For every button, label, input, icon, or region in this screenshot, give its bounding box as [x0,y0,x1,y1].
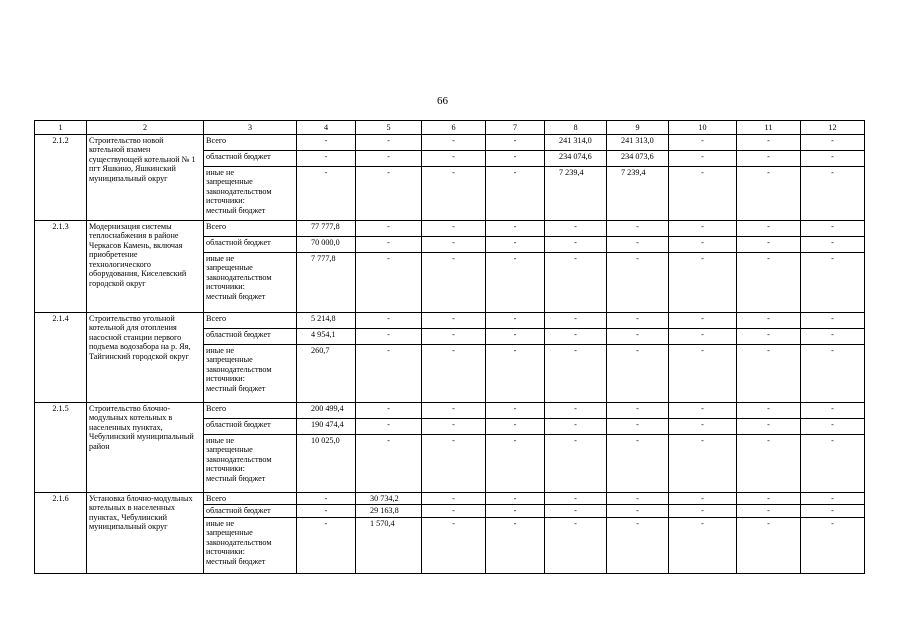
column-header: 7 [486,121,545,135]
funding-source-line: запрещенные [206,263,253,273]
value-cell: - [422,313,486,329]
value-cell: - [801,313,865,329]
funding-source-line: запрещенные [206,177,253,187]
funding-source-line: местный бюджет [206,383,266,393]
funding-source-line: запрещенные [206,445,253,455]
page-number: 66 [437,95,448,107]
value-cell: - [422,435,486,493]
row-code: 2.1.2 [35,135,87,221]
value-cell: - [801,167,865,221]
value-cell: - [669,345,737,403]
column-header: 9 [607,121,669,135]
value-cell: - [545,419,607,435]
value-cell: 4 954,1 [297,329,356,345]
value-cell: 190 474,4 [297,419,356,435]
value-cell: - [607,435,669,493]
funding-source-line: источники: [206,464,245,474]
value-cell: - [669,151,737,167]
value-cell: - [669,221,737,237]
value-cell: - [486,135,545,151]
funding-source-line: иные не [206,168,234,177]
funding-source-line: законодательством [206,186,272,196]
row-name: Модернизация системы теплоснабжения в районе Черкасов Камень, включая приобретение технологического оборудования, Киселевский городской округ [87,221,204,313]
value-cell: - [356,221,422,237]
funding-source-line: иные не [206,346,234,355]
funding-source [204,435,297,493]
value-cell: - [669,403,737,419]
value-cell: - [607,329,669,345]
value-cell: - [669,493,737,505]
value-cell: - [669,253,737,313]
value-cell: 7 777,8 [297,253,356,313]
value-cell: - [669,517,737,573]
value-cell: - [801,403,865,419]
value-cell: 29 163,8 [356,505,422,517]
value-cell: - [737,167,801,221]
funding-source-line: запрещенные [206,528,253,538]
funding-source: Всего [204,221,297,237]
value-cell: - [801,435,865,493]
value-cell: - [356,435,422,493]
value-cell: - [545,221,607,237]
funding-source-line: законодательством [206,537,272,547]
value-cell: 241 313,0 [607,135,669,151]
table-row [35,221,865,237]
value-cell: - [486,403,545,419]
funding-source-line: местный бюджет [206,291,266,301]
row-name: Строительство угольной котельной для отопления насосной станции первого подъема водозабора на р. Яя, Тайгинский городской округ [87,313,204,403]
funding-source-line: иные не [206,254,234,263]
value-cell: - [737,505,801,517]
value-cell: - [486,345,545,403]
value-cell: - [356,237,422,253]
row-name: Строительство новой котельной взамен существующей котельной № 1 пгт Яшкино, Яшкинский муниципальный округ [87,135,204,221]
value-cell: - [545,505,607,517]
value-cell: - [356,151,422,167]
value-cell: - [737,345,801,403]
value-cell: - [607,221,669,237]
value-cell: - [801,345,865,403]
funding-source-line: местный бюджет [206,473,266,483]
value-cell: - [422,419,486,435]
value-cell: - [545,435,607,493]
value-cell: - [669,135,737,151]
value-cell: - [422,345,486,403]
value-cell: 30 734,2 [356,493,422,505]
value-cell: - [801,135,865,151]
funding-source-line: местный бюджет [206,205,266,215]
value-cell: - [422,517,486,573]
value-cell: - [422,253,486,313]
value-cell: - [297,505,356,517]
value-cell: - [422,403,486,419]
value-cell: - [801,517,865,573]
row-name: Строительство блочно-модульных котельных в населенных пунктах, Чебулинский муниципальный район [87,403,204,493]
funding-source [204,253,297,313]
funding-source: областной бюджет [204,237,297,253]
funding-source: областной бюджет [204,151,297,167]
funding-source-line: источники: [206,196,245,206]
column-header: 3 [204,121,297,135]
value-cell: 260,7 [297,345,356,403]
value-cell: 234 073,6 [607,151,669,167]
value-cell: - [737,435,801,493]
value-cell: - [545,313,607,329]
row-name: Установка блочно-модульных котельных в населенных пунктах, Чебулинский муниципальный округ [87,493,204,574]
value-cell: - [607,517,669,573]
funding-source: Всего [204,493,297,505]
value-cell: - [545,517,607,573]
value-cell: - [545,345,607,403]
value-cell: 241 314,0 [545,135,607,151]
value-cell: 70 000,0 [297,237,356,253]
value-cell: 10 025,0 [297,435,356,493]
value-cell: - [422,329,486,345]
value-cell: - [422,151,486,167]
value-cell: - [545,403,607,419]
value-cell: - [801,237,865,253]
value-cell: - [669,419,737,435]
value-cell: - [486,493,545,505]
funding-source-line: запрещенные [206,355,253,365]
funding-source: областной бюджет [204,329,297,345]
value-cell: - [422,505,486,517]
column-header: 10 [669,121,737,135]
row-code: 2.1.3 [35,221,87,313]
value-cell: - [607,493,669,505]
table-row [35,135,865,151]
value-cell: - [737,253,801,313]
row-code: 2.1.5 [35,403,87,493]
column-header: 5 [356,121,422,135]
funding-source-line: местный бюджет [206,556,266,566]
funding-source-line: законодательством [206,364,272,374]
funding-source-line: источники: [206,282,245,292]
funding-source-line: источники: [206,547,245,557]
value-cell: 1 570,4 [356,517,422,573]
value-cell: - [356,419,422,435]
table-row [35,493,865,505]
value-cell: 5 214,8 [297,313,356,329]
value-cell: - [422,135,486,151]
value-cell: - [297,151,356,167]
value-cell: - [486,329,545,345]
value-cell: - [737,151,801,167]
value-cell: - [607,253,669,313]
table-row [35,313,865,329]
funding-source-line: законодательством [206,272,272,282]
column-header: 2 [87,121,204,135]
value-cell: - [297,493,356,505]
value-cell: - [486,505,545,517]
funding-source [204,167,297,221]
value-cell: - [801,221,865,237]
column-header: 4 [297,121,356,135]
value-cell: - [669,237,737,253]
value-cell: - [737,329,801,345]
value-cell: - [737,403,801,419]
value-cell: - [801,493,865,505]
value-cell: - [607,313,669,329]
value-cell: 7 239,4 [607,167,669,221]
value-cell: 234 074,6 [545,151,607,167]
column-header: 6 [422,121,486,135]
funding-source-line: иные не [206,518,234,528]
value-cell: - [737,135,801,151]
value-cell: - [801,151,865,167]
value-cell: - [486,151,545,167]
value-cell: - [356,345,422,403]
value-cell: - [486,419,545,435]
value-cell: - [545,253,607,313]
value-cell: - [356,403,422,419]
column-header: 8 [545,121,607,135]
value-cell: - [545,237,607,253]
value-cell: - [737,221,801,237]
row-code: 2.1.4 [35,313,87,403]
value-cell: - [297,167,356,221]
value-cell: - [545,493,607,505]
value-cell: - [607,237,669,253]
value-cell: - [801,505,865,517]
funding-source [204,517,297,573]
value-cell: - [356,135,422,151]
value-cell: - [801,419,865,435]
value-cell: - [356,167,422,221]
funding-source: Всего [204,403,297,419]
value-cell: - [297,135,356,151]
value-cell: - [737,237,801,253]
value-cell: - [801,329,865,345]
header-row [35,121,865,135]
column-header: 11 [737,121,801,135]
funding-source-line: иные не [206,436,234,445]
funding-source [204,345,297,403]
column-header: 12 [801,121,865,135]
value-cell: - [669,329,737,345]
value-cell: - [737,517,801,573]
value-cell: - [356,253,422,313]
table-row [35,403,865,419]
value-cell: - [422,221,486,237]
column-header: 1 [35,121,87,135]
value-cell: - [607,345,669,403]
value-cell: - [297,517,356,573]
value-cell: - [545,329,607,345]
value-cell: - [486,221,545,237]
value-cell: - [422,167,486,221]
value-cell: - [486,435,545,493]
budget-table [34,120,865,574]
value-cell: - [669,167,737,221]
value-cell: - [486,253,545,313]
value-cell: - [607,419,669,435]
value-cell: - [607,505,669,517]
value-cell: - [356,329,422,345]
value-cell: - [801,253,865,313]
funding-source: областной бюджет [204,505,297,517]
value-cell: - [486,237,545,253]
value-cell: - [737,419,801,435]
funding-source: областной бюджет [204,419,297,435]
value-cell: - [669,505,737,517]
value-cell: - [422,493,486,505]
value-cell: - [669,435,737,493]
value-cell: - [737,493,801,505]
value-cell: - [486,517,545,573]
value-cell: - [607,403,669,419]
funding-source-line: законодательством [206,454,272,464]
value-cell: - [486,167,545,221]
value-cell: 7 239,4 [545,167,607,221]
value-cell: - [356,313,422,329]
funding-source-line: источники: [206,374,245,384]
value-cell: - [669,313,737,329]
value-cell: - [422,237,486,253]
value-cell: - [737,313,801,329]
funding-source: Всего [204,135,297,151]
value-cell: 200 499,4 [297,403,356,419]
value-cell: - [486,313,545,329]
row-code: 2.1.6 [35,493,87,574]
value-cell: 77 777,8 [297,221,356,237]
funding-source: Всего [204,313,297,329]
